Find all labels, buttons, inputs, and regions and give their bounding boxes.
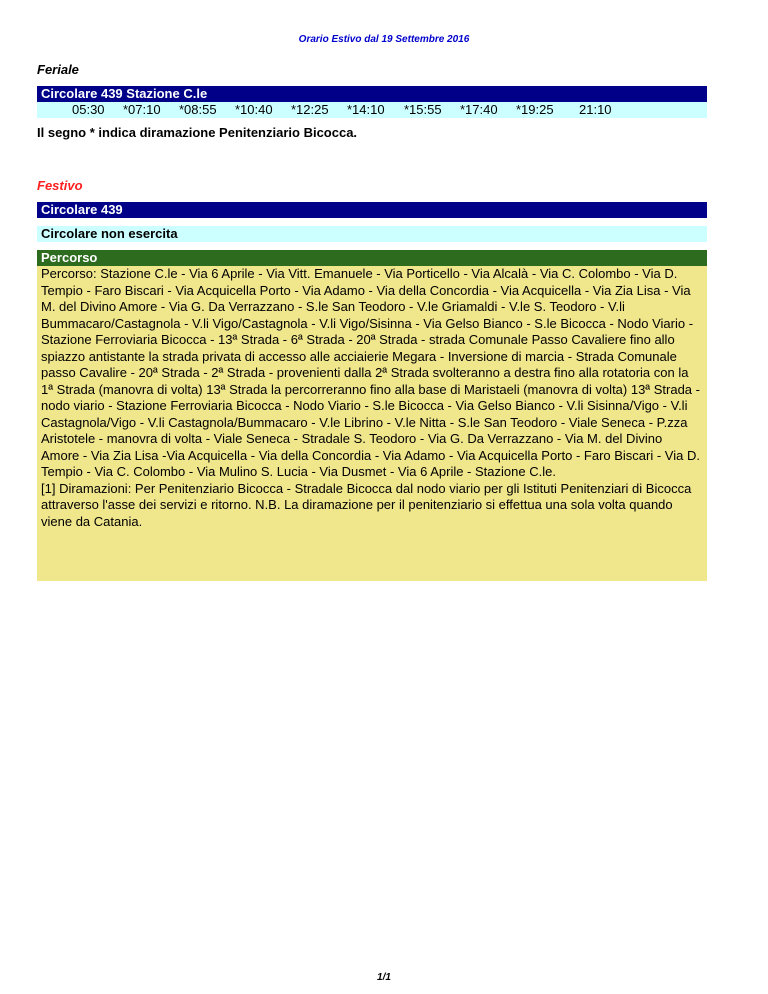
feriale-route-title: Circolare 439 Stazione C.le [37,86,707,102]
festivo-route-title: Circolare 439 [37,202,707,218]
departure-time: *17:40 [460,102,498,117]
branch-note: Il segno * indica diramazione Penitenziario Bicocca. [37,125,358,140]
page-number: 1/1 [377,972,391,983]
departure-time: *10:40 [235,102,273,117]
departure-time: *14:10 [347,102,385,117]
departure-time: *15:55 [404,102,442,117]
percorso-heading: Percorso [37,250,707,266]
departure-time: 05:30 [72,102,105,117]
departure-time: *07:10 [123,102,161,117]
festivo-status: Circolare non esercita [37,226,707,242]
route-description: Percorso: Stazione C.le - Via 6 Aprile - Via Vitt. Emanuele - Via Porticello - Via Alcalà - Via C. Colombo - Via D. Tempio - Faro Biscari - Via Acquicella Porto - Via Adamo - Via della Concordia - Via Acquicella - Via Zia Lisa - Via M. del Divino Amore - Via G. Da Verrazzano - S.le San Teodoro - V.le Griamaldi - V.le S. Teodoro - V.li Bummacaro/Castagnola - V.li Vigo/Castagnola - V.li Vigo/Sisinna - Via Gelso Bianco - S.le Bicocca - Nodo Viario - Stazione Ferroviaria Bicocca - 13ª Strada - 6ª Strada - 20ª Strada - strada Comunale Passo Cavaliere fino allo spiazzo antistante la strada privata di accesso alle acciaierie Megara - Inversione di marcia - Strada Comunale passo Cavalire - 20ª Strada - 2ª Strada - provenienti dalla 2ª Strada svolteranno a destra fino alla rotatoria con la 1ª Strada (manovra di volta) 13ª Strada la percorreranno fino alla base di Maristaeli (manovra di volta) 13ª Strada - nodo viario - Stazione Ferroviaria Bicocca - Nodo Viario - S.le Bicocca - Via Gelso Bianco - V.li Sisinna/Vigo - V.li Castagnola/Vigo - V.li Castagnola/Bummacaro - V.le Librino - V.le Nitta - S.le San Teodoro - Viale Seneca - P.zza Aristotele - manovra di volta - Viale Seneca - Stradale S. Teodoro - Via G. Da Verrazzano - Via M. del Divino Amore - Via Zia Lisa -Via Acquicella - Via della Concordia - Via Adamo - Via Acquicella Porto - Faro Biscari - Via D. Tempio - Via C. Colombo - Via Mulino S. Lucia - Via Dusmet - Via 6 Aprile - Stazione C.le. [41,266,700,479]
festivo-heading: Festivo [37,178,83,193]
document-title: Orario Estivo dal 19 Settembre 2016 [298,34,470,45]
feriale-times-row [37,102,707,118]
percorso-body [37,266,707,581]
departure-time: *08:55 [179,102,217,117]
departure-time: *19:25 [516,102,554,117]
branch-description: [1] Diramazioni: Per Penitenziario Bicocca - Stradale Bicocca dal nodo viario per gli Istituti Penitenziari di Bicocca attraverso l'asse dei servizi e ritorno. N.B. La diramazione per il penitenziario si effettua una sola volta quando viene da Catania. [41,480,692,529]
departure-time: *12:25 [291,102,329,117]
feriale-heading: Feriale [37,62,79,77]
departure-time: 21:10 [579,102,612,117]
